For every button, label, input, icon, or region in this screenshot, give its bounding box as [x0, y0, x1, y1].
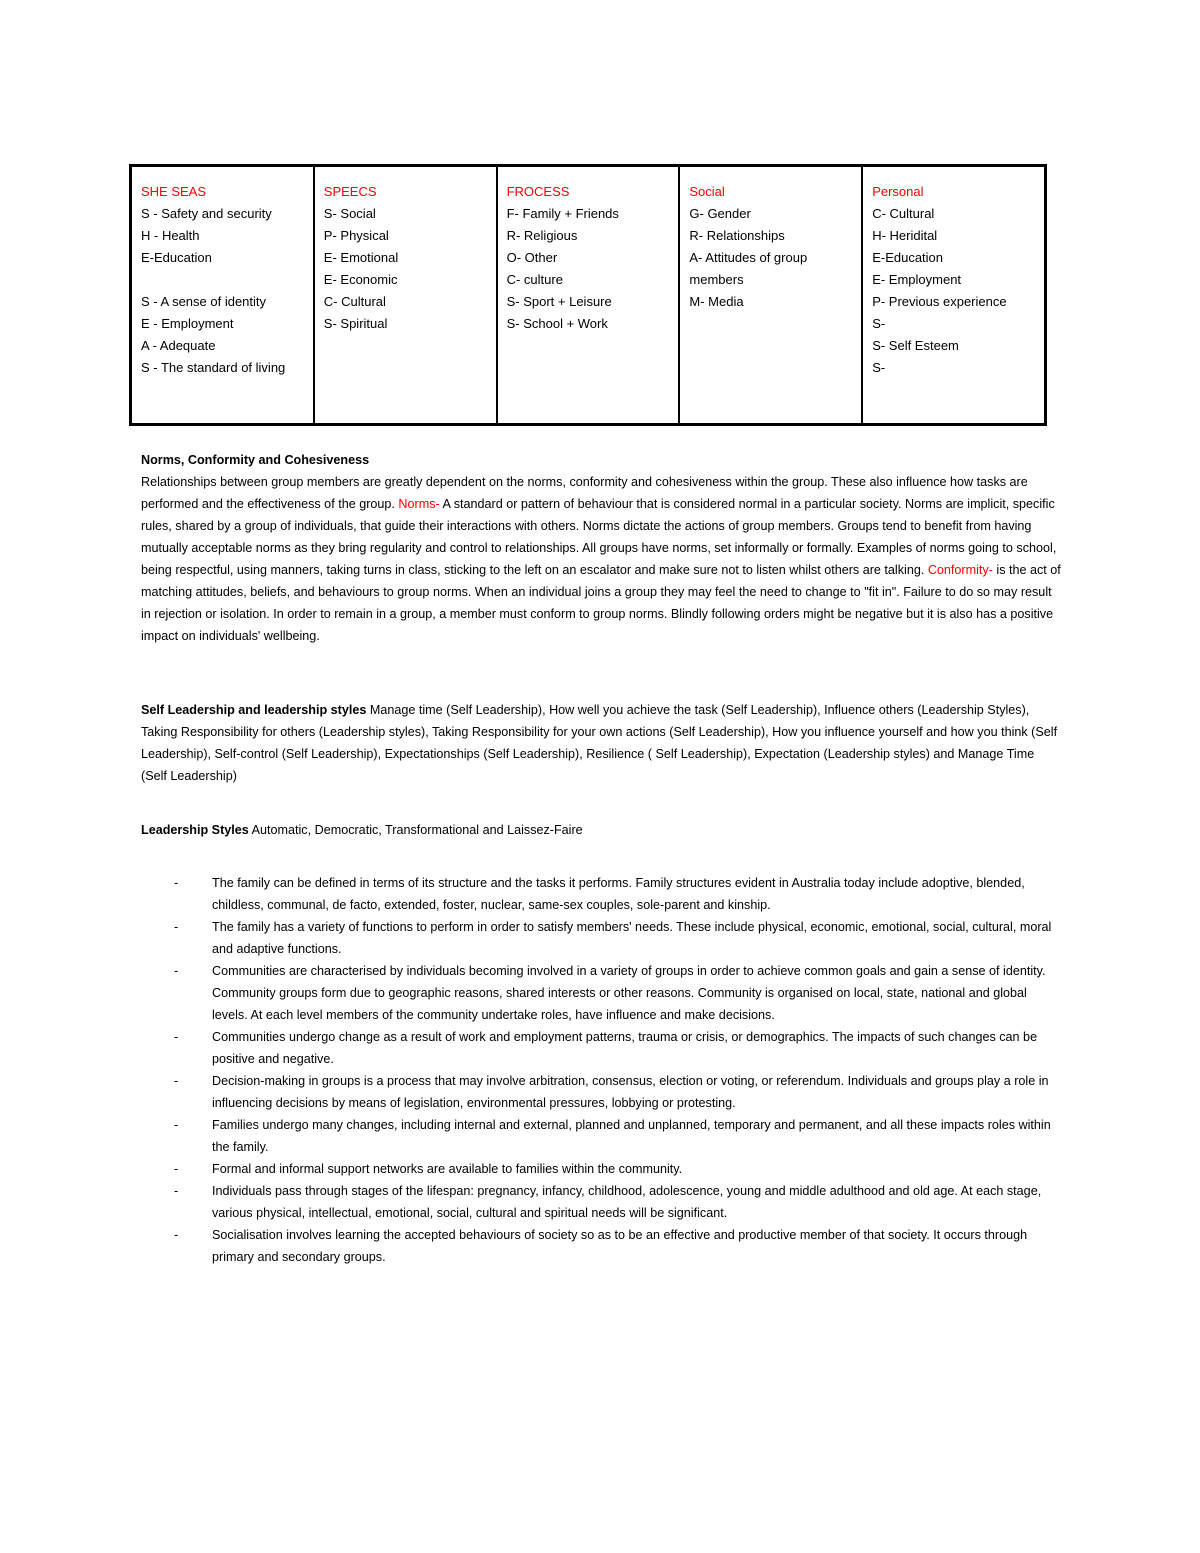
leadership-styles-section [141, 819, 1061, 841]
bullet-dash: - [174, 1118, 179, 1132]
list-item: S- School + Work [506, 316, 608, 331]
list-item [141, 1026, 1061, 1070]
paragraph-text: is the act of matching attitudes, beliefs, and behaviours to group norms. When an individual joins a group they may feel the need to change to "fit in". Failure to do so may result in rejection or isolation. In order to remain in a group, a member must conform to group norms. Blindly following orders might be negative but it is also has a positive impact on individuals' wellbeing. [141, 563, 1061, 643]
list-item: E- Employment [872, 272, 962, 287]
column-title: SHE SEAS [141, 184, 207, 199]
table-column-she-seas [132, 167, 315, 423]
list-item: S- [872, 316, 886, 331]
summary-table [129, 164, 1047, 426]
list-item: S - The standard of living [141, 360, 286, 375]
section-heading: Leadership Styles [141, 823, 249, 837]
paragraph [141, 471, 1061, 647]
paragraph-text: A standard or pattern of behaviour that is considered normal in a particular society. Norms are implicit, specific rules, shared by a group of individuals, that guide their interactions with others. Norms dictate the actions of group members. Groups tend to benefit from having mutually acceptable norms as they bring regularity and control to relationships. All groups have norms, set informally or formally. Examples of norms going to school, being respectful, using manners, taking turns in class, sticking to the left on an escalator and make sure not to listen whilst others are talking. [141, 497, 1057, 577]
table-column-frocess [498, 167, 681, 423]
list-item [141, 1158, 1061, 1180]
bullet-dash: - [174, 1074, 179, 1088]
bullet-text: The family has a variety of functions to perform in order to satisfy members' needs. These include physical, economic, emotional, social, cultural, moral and adaptive functions. [212, 920, 1052, 956]
paragraph [141, 699, 1061, 787]
list-item: S- Social [323, 206, 376, 221]
list-item: S- Spiritual [323, 316, 388, 331]
list-item: S - Safety and security [141, 206, 272, 221]
list-item: S- Self Esteem [872, 338, 959, 353]
list-item: C- Cultural [872, 206, 935, 221]
list-item: P- Previous experience [872, 294, 1007, 309]
column-title: FROCESS [506, 184, 570, 199]
list-item: S- [872, 360, 886, 375]
table-column-personal [863, 167, 1044, 423]
list-item: R- Relationships [689, 228, 785, 243]
list-item: C- culture [506, 272, 563, 287]
self-leadership-section [141, 699, 1061, 787]
list-item: members [689, 272, 744, 287]
section-heading: Norms, Conformity and Cohesiveness [141, 453, 370, 467]
paragraph-text: Automatic, Democratic, Transformational and Laissez-Faire [251, 823, 583, 837]
bullet-text: Decision-making in groups is a process that may involve arbitration, consensus, election or voting, or referendum. Individuals and groups play a role in influencing decisions by means of legislation, environmental pressures, lobbying or protesting. [212, 1074, 1049, 1110]
list-item [141, 1224, 1061, 1268]
list-item [141, 1070, 1061, 1114]
table-column-social [680, 167, 863, 423]
bullet-dash: - [174, 1030, 179, 1044]
list-item: F- Family + Friends [506, 206, 619, 221]
bullet-text: Communities undergo change as a result of work and employment patterns, trauma or crisis, or demographics. The impacts of such changes can be positive and negative. [212, 1030, 1038, 1066]
section-heading: Self Leadership and leadership styles [141, 703, 367, 717]
column-title: Social [689, 184, 725, 199]
table-column-speecs [315, 167, 498, 423]
list-item [141, 872, 1061, 916]
list-item: E- Economic [323, 272, 398, 287]
paragraph-text: Manage time (Self Leadership), How well you achieve the task (Self Leadership), Influence others (Leadership Styles), Taking Responsibility for others (Leadership styles), Taking Responsibility for your own actions (Self Leadership), How you influence yourself and how you think (Self Leadership), Self-control (Self Leadership), Expectationships (Self Leadership), Resilience ( Self Leadership), Expectation (Leadership styles) and Manage Time (Self Leadership) [141, 703, 1058, 783]
bullet-dash: - [174, 964, 179, 978]
bullet-text: Families undergo many changes, including internal and external, planned and unplanned, temporary and permanent, and all these impacts roles within the family. [212, 1118, 1051, 1154]
norms-section [141, 449, 1061, 647]
list-item [141, 1114, 1061, 1158]
list-item: A - Adequate [141, 338, 216, 353]
bullet-list [141, 872, 1061, 1268]
list-item: E- Emotional [323, 250, 399, 265]
bullet-text: Individuals pass through stages of the lifespan: pregnancy, infancy, childhood, adolescence, young and middle adulthood and old age. At each stage, various physical, intellectual, emotional, social, cultural and spiritual needs will be significant. [212, 1184, 1042, 1220]
bullet-text: Formal and informal support networks are available to families within the community. [212, 1162, 683, 1176]
list-item: H- Heridital [872, 228, 938, 243]
term-norms: Norms- [398, 497, 440, 511]
paragraph [141, 819, 1061, 841]
bullet-dash: - [174, 1162, 179, 1176]
bullet-text: The family can be defined in terms of its structure and the tasks it performs. Family structures evident in Australia today include adoptive, blended, childless, communal, de facto, extended, foster, nuclear, same-sex couples, sole-parent and kinship. [212, 876, 1025, 912]
list-item: S - A sense of identity [141, 294, 267, 309]
list-item [141, 916, 1061, 960]
list-item: C- Cultural [323, 294, 386, 309]
term-conformity: Conformity- [927, 563, 993, 577]
bullet-dash: - [174, 876, 179, 890]
list-item [141, 1180, 1061, 1224]
list-item: O- Other [506, 250, 558, 265]
bullet-text: Socialisation involves learning the accepted behaviours of society so as to be an effective and productive member of that society. It occurs through primary and secondary groups. [212, 1228, 1028, 1264]
list-item: P- Physical [323, 228, 389, 243]
column-title: SPEECS [323, 184, 377, 199]
bullet-dash: - [174, 920, 179, 934]
list-item: R- Religious [506, 228, 578, 243]
bullet-dash: - [174, 1228, 179, 1242]
list-item: A- Attitudes of group [689, 250, 808, 265]
list-item: E - Employment [141, 316, 234, 331]
list-item: S- Sport + Leisure [506, 294, 612, 309]
spacer [141, 269, 305, 291]
list-item: E-Education [872, 250, 944, 265]
paragraph-text: Relationships between group members are greatly dependent on the norms, conformity and cohesiveness within the group. These also influence how tasks are performed and the effectiveness of the group. [141, 475, 1028, 511]
list-item: E-Education [141, 250, 212, 265]
list-item: G- Gender [689, 206, 751, 221]
list-item: M- Media [689, 294, 744, 309]
bullet-text: Communities are characterised by individuals becoming involved in a variety of groups in order to achieve common goals and gain a sense of identity. Community groups form due to geographic reasons, shared interests or other reasons. Community is organised on local, state, national and global levels. At each level members of the community undertake roles, have influence and make decisions. [212, 964, 1046, 1022]
list-item: H - Health [141, 228, 200, 243]
bullet-dash: - [174, 1184, 179, 1198]
list-item [141, 960, 1061, 1026]
column-title: Personal [872, 184, 924, 199]
